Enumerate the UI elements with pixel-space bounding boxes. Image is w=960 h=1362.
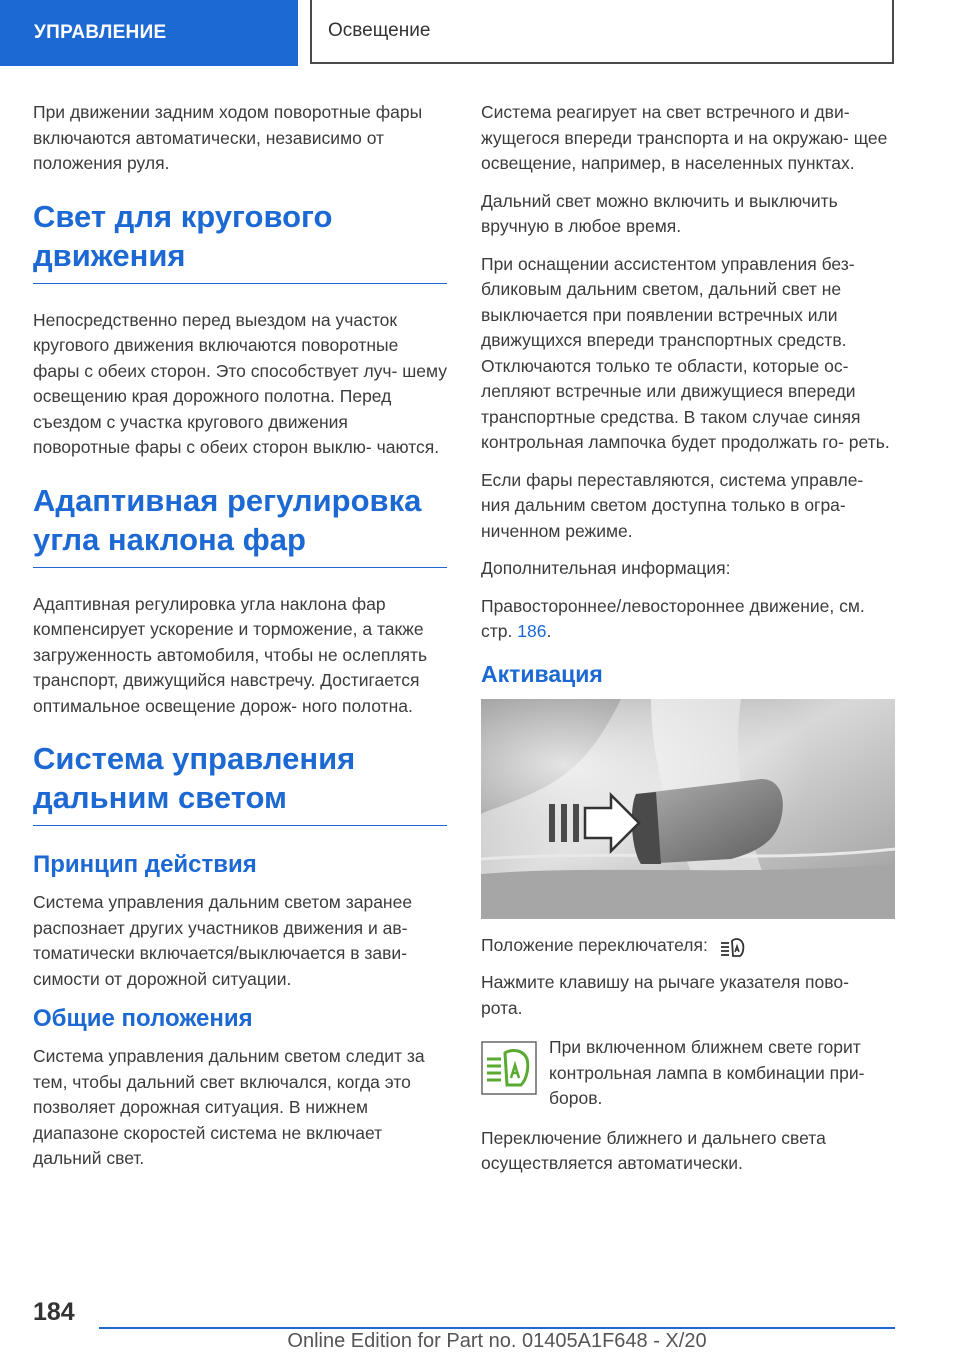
principle-heading: Принцип действия [33,851,257,878]
page-reference-link[interactable]: 186 [517,621,547,641]
chapter-header [310,0,894,64]
activation-heading: Активация [481,660,603,687]
general-paragraph: Система управления дальним светом следит за тем, чтобы дальний свет включался, когда это позволяет дорожная ситуация. В нижнем диапазоне скоростей система не включает дальний свет. [33,1046,425,1168]
traffic-side-suffix: . [546,621,552,641]
high-beam-assist-icon [719,934,749,958]
press-instruction: Нажмите клавишу на рычаге указателя пово- рота. [481,972,849,1018]
additional-info-label: Дополнительная информация: [481,558,731,578]
indicator-lamp-icon [481,1041,537,1095]
turn-signal-lever-photo [481,699,895,919]
page-number: 184 [33,1298,75,1326]
indicator-note [481,1035,895,1112]
antiglare-paragraph: При оснащении ассистентом управления без- бликовым дальним светом, дальний свет не выключается при появлении встречных или движущихся впереди транспортных средств. Отключаются только те области, которые ос- лепляют встречные или движущиеся впереди транспортные средства. В таком случае синяя контрольная лампочка будет продолжать го- реть. [481,253,890,452]
intro-paragraph: При движении задним ходом поворотные фары включаются автоматически, независимо от положения руля. [33,102,423,173]
roundabout-paragraph: Непосредственно перед выездом на участок кругового движения включаются поворотные фары с обеих сторон. Это способствует луч- шему освещению края дорожного полотна. Перед съездом с участка кругового движения поворотные фары с обеих сторон выклю- чаются. [33,309,447,457]
footer-edition: Online Edition for Part no. 01405A1F648 - X/20 [287,1330,707,1352]
switch-position-line [481,933,895,959]
manual-paragraph: Дальний свет можно включить и выключить вручную в любое время. [481,190,838,236]
left-column [33,100,447,1184]
high-beam-heading: Система управления дальним светом [33,739,447,826]
right-column [481,100,895,1189]
switch-position-label: Положение переключателя: [481,934,708,955]
principle-paragraph: Система управления дальним светом заранее распознает других участников движения и ав- томатически включается/выключается в зави- симости от дорожной ситуации. [33,892,413,989]
section-tab [0,0,298,66]
reaction-paragraph: Система реагирует на свет встречного и дви- жущегося впереди транспорта и на окружаю- щее освещение, например, в населенных пунктах. [481,102,888,173]
footer-divider [99,1327,895,1329]
limited-mode-paragraph: Если фары переставляются, система управле- ния дальним светом доступна только в огра- ниченном режиме. [481,469,864,541]
general-heading: Общие положения [33,1005,253,1032]
adaptive-paragraph: Адаптивная регулировка угла наклона фар компенсирует ускорение и торможение, а также загруженность автомобиля, чтобы не ослеплять транспорт, движущийся навстречу. Достигается оптимальное освещение дорож- ного полотна. [33,593,428,716]
chapter-title: Освещение [328,20,431,41]
adaptive-heading: Адаптивная регулировка угла наклона фар [33,481,447,568]
section-title: УПРАВЛЕНИЕ [34,22,167,43]
traffic-side-paragraph [481,594,895,645]
roundabout-heading: Свет для кругового движения [33,197,447,284]
traffic-side-text: Правостороннее/левостороннее движение, см. стр. [481,595,865,641]
auto-switch-paragraph: Переключение ближнего и дальнего света осуществляется автоматически. [481,1127,826,1173]
indicator-note-text: При включенном ближнем свете горит контрольная лампа в комбинации при- боров. [549,1037,865,1108]
